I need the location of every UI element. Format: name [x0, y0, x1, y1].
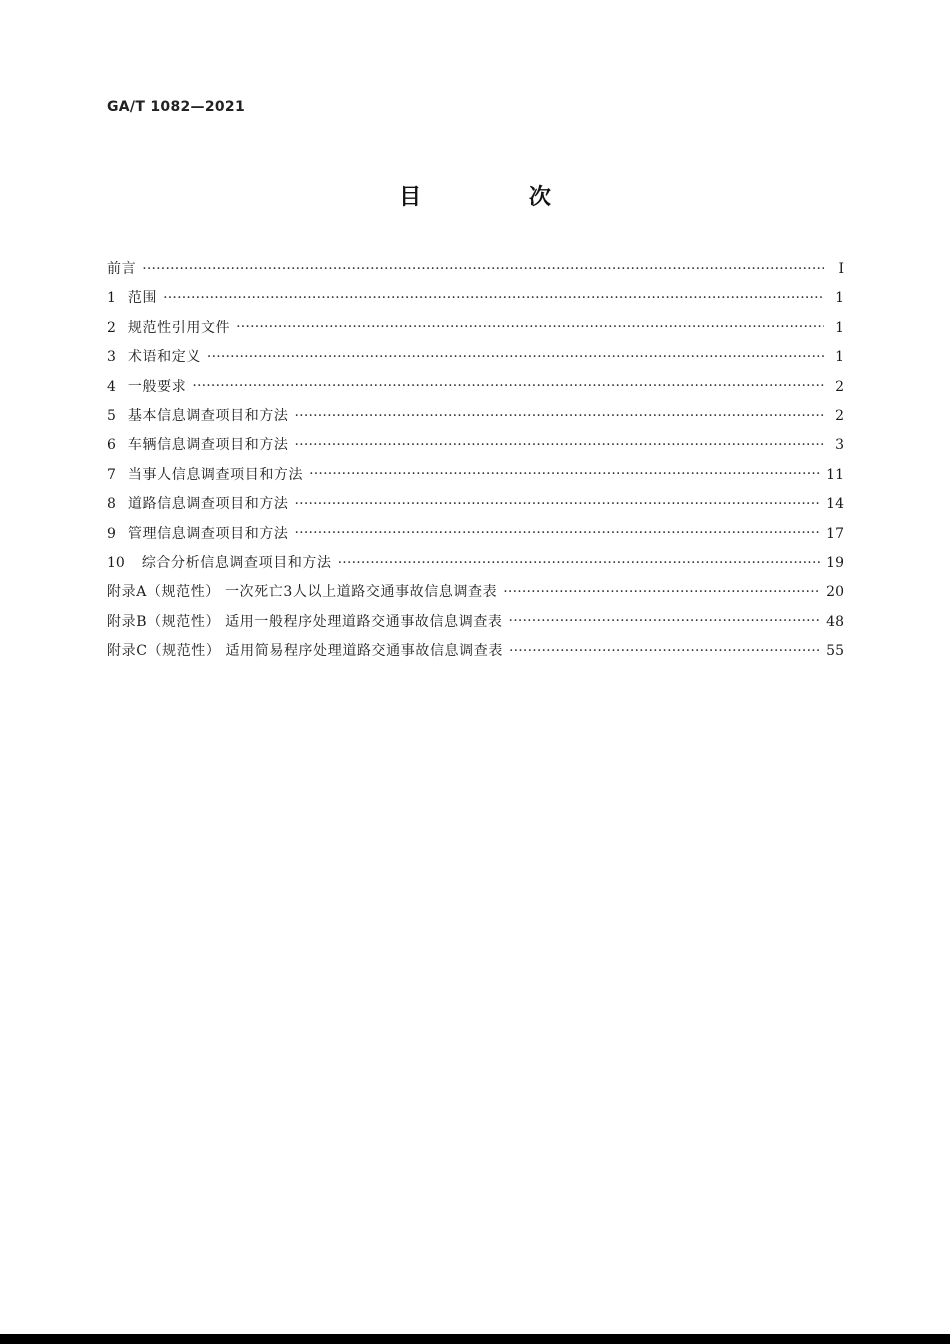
toc-entry-number: 4 [107, 378, 116, 395]
toc-entry-page: 48 [826, 613, 844, 630]
toc-entry-2[interactable] [107, 314, 844, 343]
toc-entry-page: 1 [835, 349, 844, 366]
toc-entry-page: 1 [835, 319, 844, 336]
toc-entry-10[interactable] [107, 549, 844, 578]
toc-entry-label: 基本信息调查项目和方法 [127, 407, 289, 424]
toc-leader-dots [503, 586, 820, 600]
table-of-contents [107, 255, 844, 666]
toc-leader-dots [309, 468, 820, 482]
toc-entry-label: 道路信息调查项目和方法 [127, 496, 289, 513]
toc-leader-dots [142, 263, 824, 277]
toc-entry-number: 1 [107, 290, 116, 307]
page-bottom-bar [0, 1334, 950, 1344]
toc-entry-8[interactable] [107, 490, 844, 519]
toc-leader-dots [338, 557, 821, 571]
toc-leader-dots [295, 498, 821, 512]
toc-entry-page: 55 [826, 643, 844, 660]
toc-entry-5[interactable] [107, 402, 844, 431]
toc-entry-9[interactable] [107, 520, 844, 549]
toc-entry-number: 3 [107, 349, 116, 366]
toc-entry-number: 5 [107, 407, 116, 424]
toc-entry-label: 规范性引用文件 [127, 319, 231, 336]
toc-leader-dots [295, 439, 824, 453]
toc-entry-label: 前言 [107, 261, 137, 277]
toc-leader-dots [295, 410, 824, 424]
toc-leader-dots [207, 351, 824, 365]
toc-entry-number: 8 [107, 496, 116, 513]
toc-entry-page: Ⅰ [838, 261, 844, 277]
toc-entry-label: 附录A（规范性） 一次死亡3人以上道路交通事故信息调查表 [107, 584, 498, 601]
toc-entry-page: 11 [826, 466, 844, 483]
toc-leader-dots [509, 645, 820, 659]
toc-entry-label: 车辆信息调查项目和方法 [127, 437, 289, 454]
toc-entry-annex-c[interactable] [107, 637, 844, 666]
toc-entry-label: 综合分析信息调查项目和方法 [141, 554, 332, 571]
toc-entry-page: 14 [826, 496, 844, 513]
toc-entry-page: 3 [835, 437, 844, 454]
toc-entry-label: 附录B（规范性） 适用一般程序处理道路交通事故信息调查表 [107, 613, 503, 630]
toc-entry-label: 一般要求 [127, 378, 187, 395]
toc-entry-number: 7 [107, 466, 116, 483]
toc-entry-foreword[interactable] [107, 255, 844, 284]
toc-leader-dots [192, 380, 824, 394]
toc-entry-3[interactable] [107, 343, 844, 372]
standard-code: GA/T 1082—2021 [107, 99, 245, 115]
toc-entry-label: 范围 [127, 290, 158, 307]
toc-entry-label: 术语和定义 [127, 349, 201, 366]
toc-entry-page: 1 [835, 290, 844, 307]
toc-leader-dots [236, 321, 824, 335]
toc-entry-annex-a[interactable] [107, 578, 844, 607]
toc-entry-page: 20 [826, 584, 844, 601]
toc-entry-label: 附录C（规范性） 适用简易程序处理道路交通事故信息调查表 [107, 643, 503, 660]
toc-entry-page: 2 [835, 407, 844, 424]
toc-entry-page: 17 [826, 525, 844, 542]
toc-entry-4[interactable] [107, 373, 844, 402]
toc-entry-1[interactable] [107, 284, 844, 313]
toc-entry-label: 管理信息调查项目和方法 [127, 525, 289, 542]
toc-entry-number: 9 [107, 525, 116, 542]
toc-entry-number: 6 [107, 437, 116, 454]
toc-entry-page: 2 [835, 378, 844, 395]
page-title: 目 次 [399, 185, 601, 210]
toc-leader-dots [509, 615, 821, 629]
toc-entry-annex-b[interactable] [107, 608, 844, 637]
toc-entry-number: 10 [107, 554, 125, 571]
toc-entry-6[interactable] [107, 431, 844, 460]
toc-leader-dots [295, 527, 821, 541]
toc-entry-number: 2 [107, 319, 116, 336]
toc-entry-7[interactable] [107, 461, 844, 490]
toc-entry-page: 19 [826, 554, 844, 571]
toc-leader-dots [163, 292, 824, 306]
toc-entry-label: 当事人信息调查项目和方法 [127, 466, 304, 483]
